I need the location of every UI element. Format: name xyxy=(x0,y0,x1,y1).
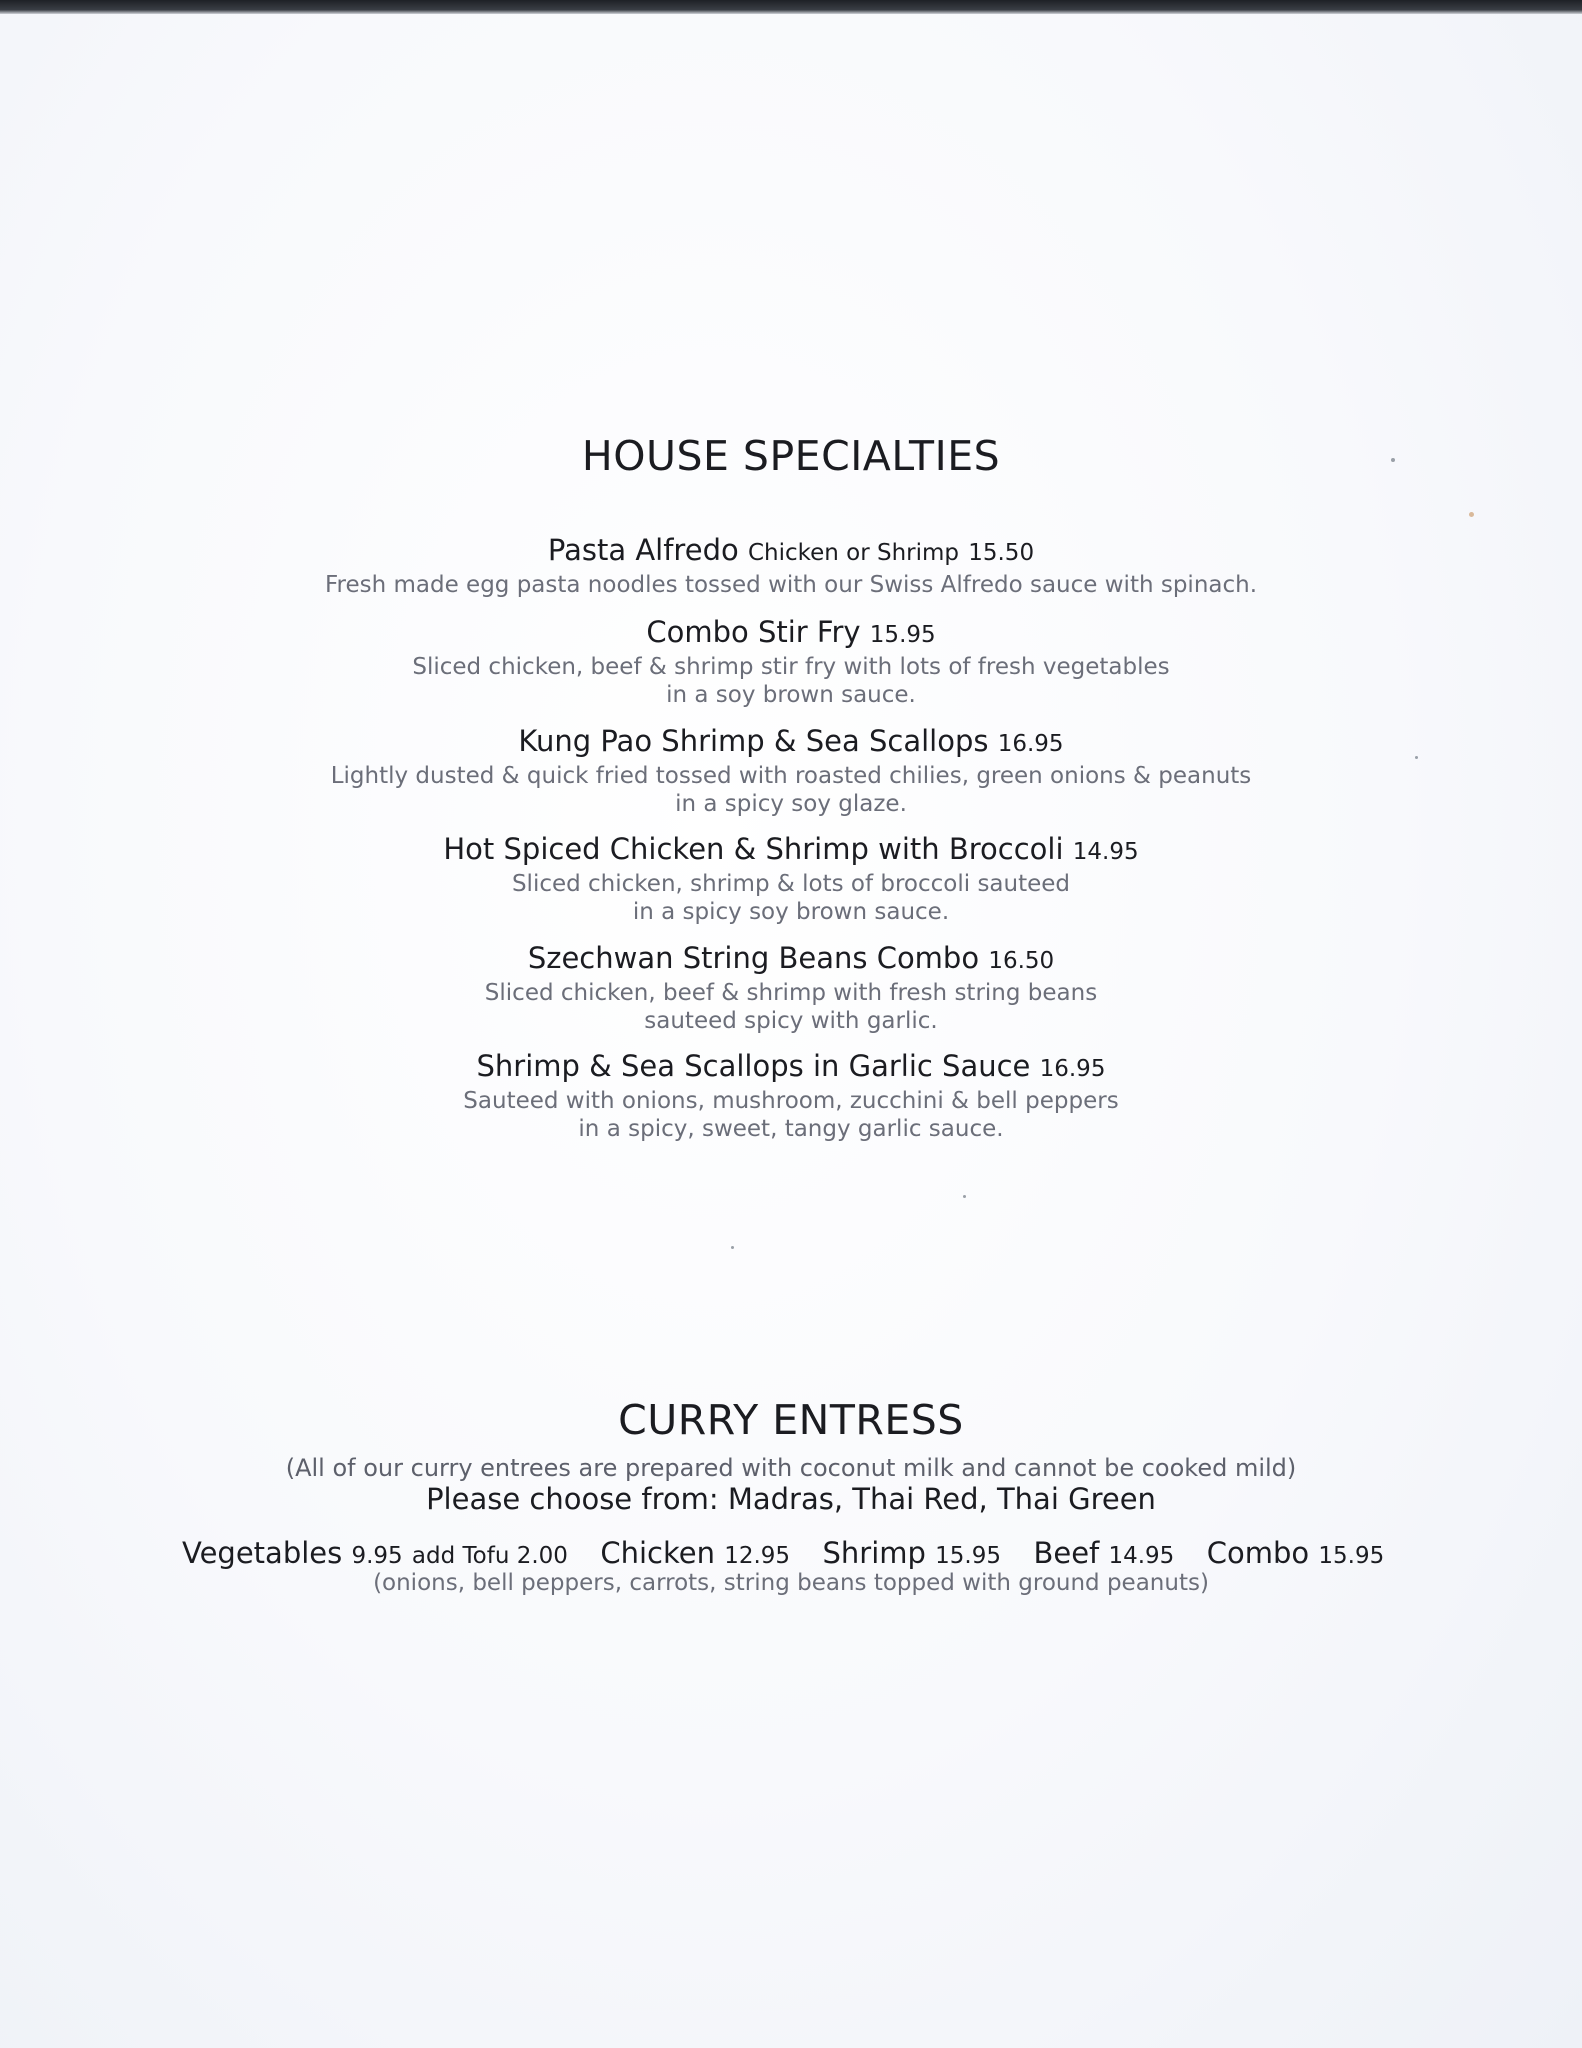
menu-item-szechwan-string-beans-combo xyxy=(0,940,1582,1035)
menu-item-shrimp-scallops-garlic xyxy=(0,1048,1582,1143)
item-price: 16.95 xyxy=(997,731,1064,757)
curry-option-price: 9.95 xyxy=(351,1543,403,1569)
item-description: Sliced chicken, beef & shrimp stir fry with lots of fresh vegetables xyxy=(412,654,1170,680)
item-name: Kung Pao Shrimp & Sea Scallops xyxy=(518,724,989,758)
item-price: 14.95 xyxy=(1072,839,1139,865)
scan-speck xyxy=(963,1195,966,1198)
scan-speck xyxy=(1415,756,1418,759)
item-price: 16.95 xyxy=(1039,1056,1106,1082)
item-price: 15.95 xyxy=(869,622,936,648)
curry-option-extra: add Tofu 2.00 xyxy=(411,1543,568,1569)
curry-options-row xyxy=(182,1536,1384,1570)
curry-description: (onions, bell peppers, carrots, string beans topped with ground peanuts) xyxy=(373,1570,1209,1596)
item-description: sauteed spicy with garlic. xyxy=(644,1008,938,1034)
item-description: Lightly dusted & quick fried tossed with roasted chilies, green onions & peanuts xyxy=(330,763,1252,789)
item-description: Sauteed with onions, mushroom, zucchini & bell peppers xyxy=(463,1088,1119,1114)
curry-option-price: 14.95 xyxy=(1108,1543,1175,1569)
menu-item-kung-pao-shrimp-scallops xyxy=(0,723,1582,818)
item-detail: Chicken or Shrimp xyxy=(747,540,960,566)
house-specialties-title: HOUSE SPECIALTIES xyxy=(581,432,1001,480)
scan-speck xyxy=(1469,512,1474,517)
curry-option-name: Combo xyxy=(1206,1536,1310,1570)
curry-choose-line: Please choose from: Madras, Thai Red, Thai Green xyxy=(426,1482,1156,1516)
item-name: Hot Spiced Chicken & Shrimp with Broccoli xyxy=(443,832,1064,866)
scan-top-edge xyxy=(0,0,1582,14)
item-name: Combo Stir Fry xyxy=(646,615,861,649)
item-description: in a soy brown sauce. xyxy=(666,682,916,708)
item-description: Sliced chicken, beef & shrimp with fresh string beans xyxy=(484,980,1098,1006)
curry-option-price: 12.95 xyxy=(724,1543,791,1569)
item-name: Shrimp & Sea Scallops in Garlic Sauce xyxy=(476,1049,1031,1083)
curry-entrees-title: CURRY ENTRESS xyxy=(618,1396,964,1444)
item-description: in a spicy, sweet, tangy garlic sauce. xyxy=(578,1116,1004,1142)
item-description: in a spicy soy glaze. xyxy=(675,791,907,817)
item-description: in a spicy soy brown sauce. xyxy=(632,899,950,925)
curry-option-price: 15.95 xyxy=(935,1543,1002,1569)
menu-page xyxy=(0,14,1582,2048)
curry-option-name: Vegetables xyxy=(182,1536,343,1570)
curry-option-name: Shrimp xyxy=(822,1536,926,1570)
scan-speck xyxy=(1391,458,1395,462)
item-name: Pasta Alfredo xyxy=(547,533,739,567)
curry-note: (All of our curry entrees are prepared with coconut milk and cannot be cooked mild) xyxy=(285,1454,1297,1482)
menu-item-hot-spiced-chicken-shrimp xyxy=(0,831,1582,926)
item-name: Szechwan String Beans Combo xyxy=(527,941,980,975)
scan-speck xyxy=(731,1246,734,1249)
item-price: 16.50 xyxy=(988,948,1055,974)
item-description: Fresh made egg pasta noodles tossed with our Swiss Alfredo sauce with spinach. xyxy=(324,572,1258,598)
menu-item-combo-stir-fry xyxy=(0,614,1582,709)
item-description: Sliced chicken, shrimp & lots of broccoli sauteed xyxy=(511,871,1071,897)
menu-item-pasta-alfredo xyxy=(0,532,1582,599)
curry-option-name: Chicken xyxy=(600,1536,715,1570)
curry-option-price: 15.95 xyxy=(1318,1543,1385,1569)
curry-option-name: Beef xyxy=(1033,1536,1100,1570)
item-price: 15.50 xyxy=(968,540,1035,566)
